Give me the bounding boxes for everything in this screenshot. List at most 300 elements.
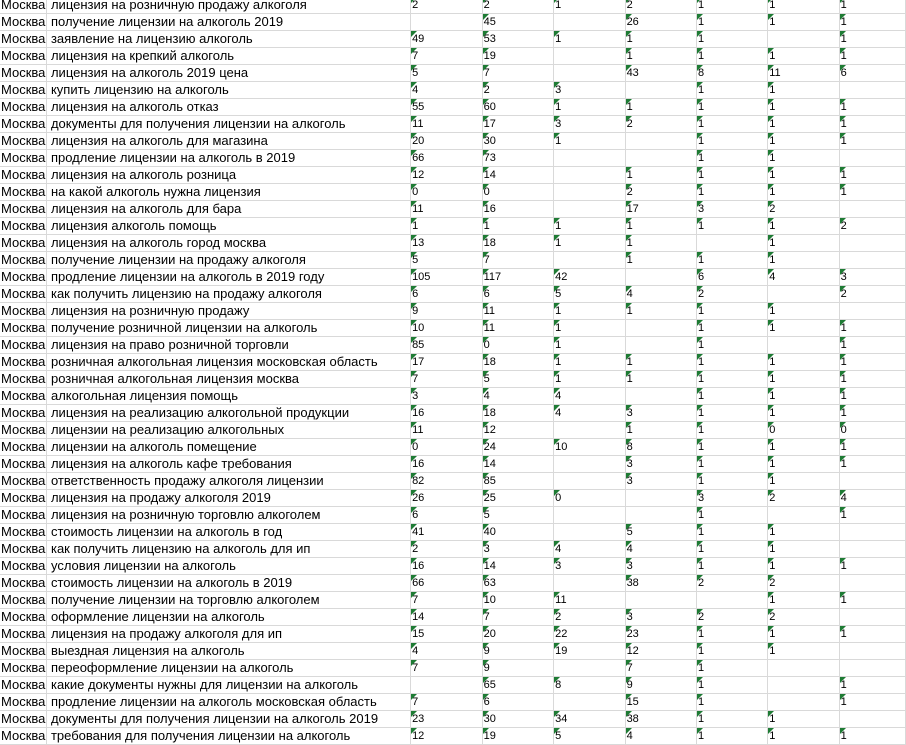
city-cell[interactable]: Москва <box>1 609 46 624</box>
city-cell[interactable]: Москва <box>1 286 46 301</box>
keyword-cell[interactable]: лицензии на алкоголь помещение <box>46 439 410 456</box>
keyword-cell[interactable]: лицензия на алкоголь 2019 цена <box>46 65 410 82</box>
number-cell[interactable]: 1 <box>625 31 696 48</box>
number-cell[interactable]: 5 <box>554 286 625 303</box>
number-cell[interactable]: 1 <box>696 354 767 371</box>
number-cell[interactable]: 4 <box>839 490 905 507</box>
number-cell[interactable]: 3 <box>554 558 625 575</box>
number-cell[interactable]: 1 <box>768 541 839 558</box>
number-cell[interactable] <box>411 14 483 31</box>
city-cell[interactable]: Москва <box>1 31 46 46</box>
number-cell[interactable]: 1 <box>839 320 905 337</box>
number-cell[interactable] <box>625 490 696 507</box>
city-cell[interactable]: Москва <box>1 354 46 369</box>
number-cell[interactable]: 7 <box>482 252 554 269</box>
number-cell[interactable] <box>554 507 625 524</box>
keyword-cell[interactable]: продление лицензии на алкоголь в 2019 <box>46 150 410 167</box>
city-cell[interactable]: Москва <box>1 524 46 539</box>
number-cell[interactable]: 11 <box>482 303 554 320</box>
number-cell[interactable]: 3 <box>554 116 625 133</box>
keyword-cell[interactable]: на какой алкоголь нужна лицензия <box>46 184 410 201</box>
number-cell[interactable]: 1 <box>839 558 905 575</box>
number-cell[interactable]: 17 <box>625 201 696 218</box>
number-cell[interactable]: 1 <box>696 388 767 405</box>
number-cell[interactable] <box>839 609 905 626</box>
number-cell[interactable]: 1 <box>696 660 767 677</box>
number-cell[interactable]: 2 <box>768 490 839 507</box>
number-cell[interactable]: 6 <box>482 694 554 711</box>
number-cell[interactable] <box>554 14 625 31</box>
city-cell[interactable]: Москва <box>1 133 46 148</box>
number-cell[interactable]: 8 <box>625 439 696 456</box>
number-cell[interactable]: 3 <box>696 490 767 507</box>
number-cell[interactable]: 3 <box>625 558 696 575</box>
number-cell[interactable]: 1 <box>768 0 839 14</box>
number-cell[interactable]: 7 <box>411 660 483 677</box>
number-cell[interactable]: 1 <box>839 167 905 184</box>
number-cell[interactable]: 15 <box>411 626 483 643</box>
number-cell[interactable]: 85 <box>482 473 554 490</box>
number-cell[interactable]: 1 <box>839 592 905 609</box>
number-cell[interactable]: 2 <box>696 609 767 626</box>
number-cell[interactable]: 5 <box>411 65 483 82</box>
number-cell[interactable]: 3 <box>839 269 905 286</box>
number-cell[interactable]: 4 <box>625 728 696 745</box>
number-cell[interactable]: 1 <box>696 524 767 541</box>
number-cell[interactable]: 1 <box>625 354 696 371</box>
number-cell[interactable] <box>554 422 625 439</box>
number-cell[interactable] <box>554 65 625 82</box>
city-cell[interactable]: Москва <box>1 184 46 199</box>
city-cell[interactable]: Москва <box>1 218 46 233</box>
keyword-cell[interactable]: лицензия на крепкий алкоголь <box>46 48 410 65</box>
number-cell[interactable] <box>839 201 905 218</box>
number-cell[interactable] <box>554 184 625 201</box>
number-cell[interactable]: 26 <box>625 14 696 31</box>
number-cell[interactable]: 8 <box>696 65 767 82</box>
number-cell[interactable]: 34 <box>554 711 625 728</box>
number-cell[interactable]: 1 <box>696 677 767 694</box>
city-cell[interactable]: Москва <box>1 116 46 131</box>
number-cell[interactable]: 2 <box>768 575 839 592</box>
number-cell[interactable]: 4 <box>625 541 696 558</box>
number-cell[interactable]: 40 <box>482 524 554 541</box>
number-cell[interactable]: 2 <box>768 609 839 626</box>
number-cell[interactable] <box>768 31 839 48</box>
number-cell[interactable]: 1 <box>696 167 767 184</box>
number-cell[interactable]: 66 <box>411 150 483 167</box>
keyword-cell[interactable]: лицензии на реализацию алкогольных <box>46 422 410 439</box>
number-cell[interactable]: 7 <box>411 592 483 609</box>
number-cell[interactable]: 1 <box>696 439 767 456</box>
number-cell[interactable]: 11 <box>411 116 483 133</box>
number-cell[interactable]: 41 <box>411 524 483 541</box>
number-cell[interactable]: 7 <box>482 609 554 626</box>
keyword-cell[interactable]: получение лицензии на продажу алкоголя <box>46 252 410 269</box>
number-cell[interactable]: 2 <box>839 218 905 235</box>
keyword-cell[interactable]: ответственность продажу алкоголя лицензии <box>46 473 410 490</box>
number-cell[interactable]: 24 <box>482 439 554 456</box>
keyword-cell[interactable]: лицензия на розничную продажу <box>46 303 410 320</box>
number-cell[interactable]: 1 <box>839 388 905 405</box>
number-cell[interactable]: 1 <box>768 711 839 728</box>
number-cell[interactable]: 1 <box>839 694 905 711</box>
number-cell[interactable]: 1 <box>625 303 696 320</box>
number-cell[interactable]: 30 <box>482 133 554 150</box>
number-cell[interactable]: 1 <box>768 728 839 745</box>
number-cell[interactable]: 7 <box>411 694 483 711</box>
number-cell[interactable]: 16 <box>411 456 483 473</box>
number-cell[interactable]: 1 <box>768 167 839 184</box>
number-cell[interactable] <box>554 252 625 269</box>
number-cell[interactable] <box>554 167 625 184</box>
number-cell[interactable]: 1 <box>696 14 767 31</box>
keyword-cell[interactable]: продление лицензии на алкоголь в 2019 году <box>46 269 410 286</box>
city-cell[interactable]: Москва <box>1 490 46 505</box>
city-cell[interactable]: Москва <box>1 405 46 420</box>
number-cell[interactable]: 1 <box>554 218 625 235</box>
number-cell[interactable]: 2 <box>411 0 483 14</box>
number-cell[interactable]: 1 <box>768 303 839 320</box>
city-cell[interactable]: Москва <box>1 252 46 267</box>
number-cell[interactable]: 1 <box>554 235 625 252</box>
number-cell[interactable]: 1 <box>768 218 839 235</box>
number-cell[interactable]: 1 <box>696 48 767 65</box>
number-cell[interactable]: 20 <box>411 133 483 150</box>
number-cell[interactable]: 0 <box>411 184 483 201</box>
number-cell[interactable]: 2 <box>411 541 483 558</box>
number-cell[interactable]: 1 <box>625 99 696 116</box>
number-cell[interactable]: 1 <box>768 388 839 405</box>
number-cell[interactable] <box>768 507 839 524</box>
number-cell[interactable]: 9 <box>625 677 696 694</box>
keyword-cell[interactable]: розничная алкогольная лицензия москва <box>46 371 410 388</box>
keyword-cell[interactable]: лицензия на алкоголь город москва <box>46 235 410 252</box>
number-cell[interactable]: 5 <box>554 728 625 745</box>
number-cell[interactable]: 1 <box>768 235 839 252</box>
number-cell[interactable]: 1 <box>768 643 839 660</box>
keyword-cell[interactable]: лицензия на право розничной торговли <box>46 337 410 354</box>
number-cell[interactable]: 55 <box>411 99 483 116</box>
city-cell[interactable]: Москва <box>1 167 46 182</box>
number-cell[interactable]: 1 <box>839 116 905 133</box>
number-cell[interactable]: 85 <box>411 337 483 354</box>
keyword-cell[interactable]: получение лицензии на торговлю алкоголем <box>46 592 410 609</box>
keyword-cell[interactable]: получение лицензии на алкоголь 2019 <box>46 14 410 31</box>
number-cell[interactable]: 3 <box>625 405 696 422</box>
city-cell[interactable]: Москва <box>1 626 46 641</box>
number-cell[interactable] <box>554 575 625 592</box>
city-cell[interactable]: Москва <box>1 371 46 386</box>
number-cell[interactable]: 16 <box>411 558 483 575</box>
number-cell[interactable]: 0 <box>411 439 483 456</box>
number-cell[interactable]: 0 <box>839 422 905 439</box>
number-cell[interactable]: 3 <box>554 82 625 99</box>
number-cell[interactable]: 1 <box>696 643 767 660</box>
number-cell[interactable]: 14 <box>411 609 483 626</box>
number-cell[interactable]: 2 <box>625 116 696 133</box>
number-cell[interactable]: 1 <box>839 405 905 422</box>
keyword-cell[interactable]: продление лицензии на алкоголь московская область <box>46 694 410 711</box>
number-cell[interactable]: 1 <box>768 473 839 490</box>
number-cell[interactable]: 1 <box>696 82 767 99</box>
number-cell[interactable]: 49 <box>411 31 483 48</box>
city-cell[interactable]: Москва <box>1 507 46 522</box>
number-cell[interactable]: 23 <box>625 626 696 643</box>
city-cell[interactable]: Москва <box>1 65 46 80</box>
number-cell[interactable] <box>625 337 696 354</box>
city-cell[interactable]: Москва <box>1 337 46 352</box>
city-cell[interactable]: Москва <box>1 456 46 471</box>
keyword-cell[interactable]: какие документы нужны для лицензии на алкоголь <box>46 677 410 694</box>
number-cell[interactable]: 10 <box>554 439 625 456</box>
city-cell[interactable]: Москва <box>1 320 46 335</box>
number-cell[interactable]: 1 <box>625 218 696 235</box>
number-cell[interactable]: 16 <box>482 201 554 218</box>
number-cell[interactable]: 14 <box>482 558 554 575</box>
number-cell[interactable] <box>554 456 625 473</box>
number-cell[interactable]: 38 <box>625 711 696 728</box>
number-cell[interactable]: 2 <box>625 184 696 201</box>
number-cell[interactable]: 1 <box>839 133 905 150</box>
number-cell[interactable] <box>839 252 905 269</box>
number-cell[interactable]: 16 <box>411 405 483 422</box>
number-cell[interactable]: 0 <box>554 490 625 507</box>
number-cell[interactable]: 1 <box>696 541 767 558</box>
keyword-cell[interactable]: лицензия на розничную торговлю алкоголем <box>46 507 410 524</box>
number-cell[interactable]: 1 <box>839 439 905 456</box>
city-cell[interactable]: Москва <box>1 541 46 556</box>
number-cell[interactable]: 14 <box>482 456 554 473</box>
number-cell[interactable]: 4 <box>768 269 839 286</box>
city-cell[interactable]: Москва <box>1 422 46 437</box>
number-cell[interactable]: 6 <box>411 507 483 524</box>
number-cell[interactable]: 1 <box>696 337 767 354</box>
city-cell[interactable]: Москва <box>1 48 46 63</box>
number-cell[interactable]: 66 <box>411 575 483 592</box>
number-cell[interactable]: 1 <box>768 116 839 133</box>
number-cell[interactable] <box>839 235 905 252</box>
number-cell[interactable]: 65 <box>482 677 554 694</box>
number-cell[interactable]: 2 <box>482 82 554 99</box>
keyword-cell[interactable]: стоимость лицензии на алкоголь в 2019 <box>46 575 410 592</box>
number-cell[interactable] <box>625 507 696 524</box>
number-cell[interactable]: 1 <box>482 218 554 235</box>
number-cell[interactable] <box>696 592 767 609</box>
number-cell[interactable] <box>839 541 905 558</box>
number-cell[interactable]: 6 <box>696 269 767 286</box>
number-cell[interactable]: 43 <box>625 65 696 82</box>
number-cell[interactable] <box>768 677 839 694</box>
number-cell[interactable]: 1 <box>625 167 696 184</box>
city-cell[interactable]: Москва <box>1 14 46 29</box>
number-cell[interactable]: 1 <box>768 558 839 575</box>
number-cell[interactable] <box>625 133 696 150</box>
number-cell[interactable]: 3 <box>625 456 696 473</box>
number-cell[interactable]: 1 <box>696 558 767 575</box>
keyword-cell[interactable]: выездная лицензия на алкоголь <box>46 643 410 660</box>
keyword-cell[interactable]: лицензия на розничную продажу алкоголя <box>46 0 410 14</box>
keyword-cell[interactable]: розничная алкогольная лицензия московская область <box>46 354 410 371</box>
number-cell[interactable]: 1 <box>696 133 767 150</box>
number-cell[interactable]: 4 <box>411 643 483 660</box>
number-cell[interactable]: 12 <box>482 422 554 439</box>
city-cell[interactable]: Москва <box>1 99 46 114</box>
number-cell[interactable]: 1 <box>625 48 696 65</box>
number-cell[interactable]: 1 <box>554 371 625 388</box>
number-cell[interactable]: 7 <box>625 660 696 677</box>
number-cell[interactable] <box>554 660 625 677</box>
number-cell[interactable]: 30 <box>482 711 554 728</box>
number-cell[interactable]: 17 <box>482 116 554 133</box>
number-cell[interactable]: 1 <box>625 252 696 269</box>
number-cell[interactable]: 2 <box>696 286 767 303</box>
number-cell[interactable]: 15 <box>625 694 696 711</box>
number-cell[interactable]: 73 <box>482 150 554 167</box>
number-cell[interactable]: 1 <box>696 473 767 490</box>
number-cell[interactable]: 1 <box>696 371 767 388</box>
number-cell[interactable]: 1 <box>696 422 767 439</box>
number-cell[interactable]: 1 <box>696 0 767 14</box>
number-cell[interactable]: 11 <box>411 422 483 439</box>
number-cell[interactable] <box>839 524 905 541</box>
number-cell[interactable] <box>554 48 625 65</box>
number-cell[interactable] <box>839 575 905 592</box>
number-cell[interactable]: 1 <box>696 184 767 201</box>
number-cell[interactable]: 6 <box>482 286 554 303</box>
city-cell[interactable]: Москва <box>1 694 46 709</box>
number-cell[interactable]: 1 <box>839 48 905 65</box>
number-cell[interactable]: 1 <box>768 439 839 456</box>
number-cell[interactable]: 11 <box>768 65 839 82</box>
number-cell[interactable] <box>696 235 767 252</box>
number-cell[interactable]: 10 <box>482 592 554 609</box>
number-cell[interactable]: 2 <box>839 286 905 303</box>
keyword-cell[interactable]: требования для получения лицензии на алкоголь <box>46 728 410 745</box>
number-cell[interactable] <box>554 473 625 490</box>
number-cell[interactable]: 1 <box>554 320 625 337</box>
keyword-cell[interactable]: документы для получения лицензии на алкоголь 2019 <box>46 711 410 728</box>
keyword-cell[interactable]: лицензия на алкоголь отказ <box>46 99 410 116</box>
city-cell[interactable]: Москва <box>0 0 46 14</box>
number-cell[interactable] <box>554 524 625 541</box>
number-cell[interactable]: 5 <box>482 371 554 388</box>
number-cell[interactable]: 1 <box>768 371 839 388</box>
number-cell[interactable]: 6 <box>839 65 905 82</box>
number-cell[interactable]: 11 <box>554 592 625 609</box>
number-cell[interactable]: 1 <box>768 82 839 99</box>
number-cell[interactable]: 1 <box>696 303 767 320</box>
number-cell[interactable] <box>625 150 696 167</box>
number-cell[interactable]: 12 <box>411 167 483 184</box>
number-cell[interactable]: 1 <box>696 116 767 133</box>
number-cell[interactable]: 1 <box>839 456 905 473</box>
keyword-cell[interactable]: переоформление лицензии на алкоголь <box>46 660 410 677</box>
number-cell[interactable]: 18 <box>482 405 554 422</box>
number-cell[interactable]: 1 <box>839 728 905 745</box>
number-cell[interactable]: 1 <box>768 405 839 422</box>
number-cell[interactable]: 2 <box>625 0 696 14</box>
number-cell[interactable]: 1 <box>625 235 696 252</box>
number-cell[interactable] <box>768 286 839 303</box>
number-cell[interactable]: 60 <box>482 99 554 116</box>
number-cell[interactable]: 1 <box>768 150 839 167</box>
number-cell[interactable]: 3 <box>625 609 696 626</box>
keyword-cell[interactable]: лицензия на продажу алкоголя для ип <box>46 626 410 643</box>
number-cell[interactable]: 5 <box>482 507 554 524</box>
number-cell[interactable] <box>411 677 483 694</box>
number-cell[interactable]: 1 <box>625 371 696 388</box>
keyword-cell[interactable]: документы для получения лицензии на алкоголь <box>46 116 410 133</box>
number-cell[interactable]: 17 <box>411 354 483 371</box>
number-cell[interactable]: 1 <box>696 320 767 337</box>
number-cell[interactable]: 1 <box>768 99 839 116</box>
number-cell[interactable] <box>839 660 905 677</box>
number-cell[interactable] <box>768 337 839 354</box>
city-cell[interactable]: Москва <box>1 82 46 97</box>
number-cell[interactable]: 42 <box>554 269 625 286</box>
number-cell[interactable]: 1 <box>768 354 839 371</box>
number-cell[interactable] <box>839 150 905 167</box>
keyword-cell[interactable]: алкогольная лицензия помощь <box>46 388 410 405</box>
number-cell[interactable] <box>839 303 905 320</box>
number-cell[interactable]: 4 <box>554 541 625 558</box>
city-cell[interactable]: Москва <box>1 473 46 488</box>
number-cell[interactable] <box>554 150 625 167</box>
number-cell[interactable]: 82 <box>411 473 483 490</box>
number-cell[interactable]: 1 <box>768 184 839 201</box>
number-cell[interactable]: 1 <box>696 694 767 711</box>
number-cell[interactable]: 1 <box>839 337 905 354</box>
city-cell[interactable]: Москва <box>1 235 46 250</box>
number-cell[interactable] <box>625 269 696 286</box>
number-cell[interactable]: 11 <box>411 201 483 218</box>
number-cell[interactable]: 22 <box>554 626 625 643</box>
number-cell[interactable]: 14 <box>482 167 554 184</box>
city-cell[interactable]: Москва <box>1 201 46 216</box>
number-cell[interactable]: 1 <box>696 456 767 473</box>
number-cell[interactable]: 1 <box>768 456 839 473</box>
number-cell[interactable] <box>554 694 625 711</box>
number-cell[interactable] <box>839 643 905 660</box>
number-cell[interactable]: 18 <box>482 354 554 371</box>
number-cell[interactable]: 1 <box>554 99 625 116</box>
number-cell[interactable]: 13 <box>411 235 483 252</box>
keyword-cell[interactable]: купить лицензию на алкоголь <box>46 82 410 99</box>
keyword-cell[interactable]: лицензия на продажу алкоголя 2019 <box>46 490 410 507</box>
number-cell[interactable]: 117 <box>482 269 554 286</box>
number-cell[interactable]: 1 <box>768 252 839 269</box>
number-cell[interactable]: 3 <box>696 201 767 218</box>
number-cell[interactable]: 19 <box>482 48 554 65</box>
number-cell[interactable]: 1 <box>696 507 767 524</box>
number-cell[interactable]: 25 <box>482 490 554 507</box>
keyword-cell[interactable]: лицензия на реализацию алкогольной продукции <box>46 405 410 422</box>
number-cell[interactable]: 7 <box>482 65 554 82</box>
number-cell[interactable]: 3 <box>411 388 483 405</box>
number-cell[interactable]: 105 <box>411 269 483 286</box>
number-cell[interactable]: 1 <box>768 14 839 31</box>
number-cell[interactable] <box>768 660 839 677</box>
number-cell[interactable] <box>839 711 905 728</box>
number-cell[interactable]: 2 <box>482 0 554 14</box>
number-cell[interactable]: 1 <box>839 677 905 694</box>
number-cell[interactable]: 1 <box>768 320 839 337</box>
number-cell[interactable] <box>625 388 696 405</box>
number-cell[interactable]: 1 <box>839 99 905 116</box>
number-cell[interactable]: 1 <box>696 31 767 48</box>
city-cell[interactable]: Москва <box>1 558 46 573</box>
